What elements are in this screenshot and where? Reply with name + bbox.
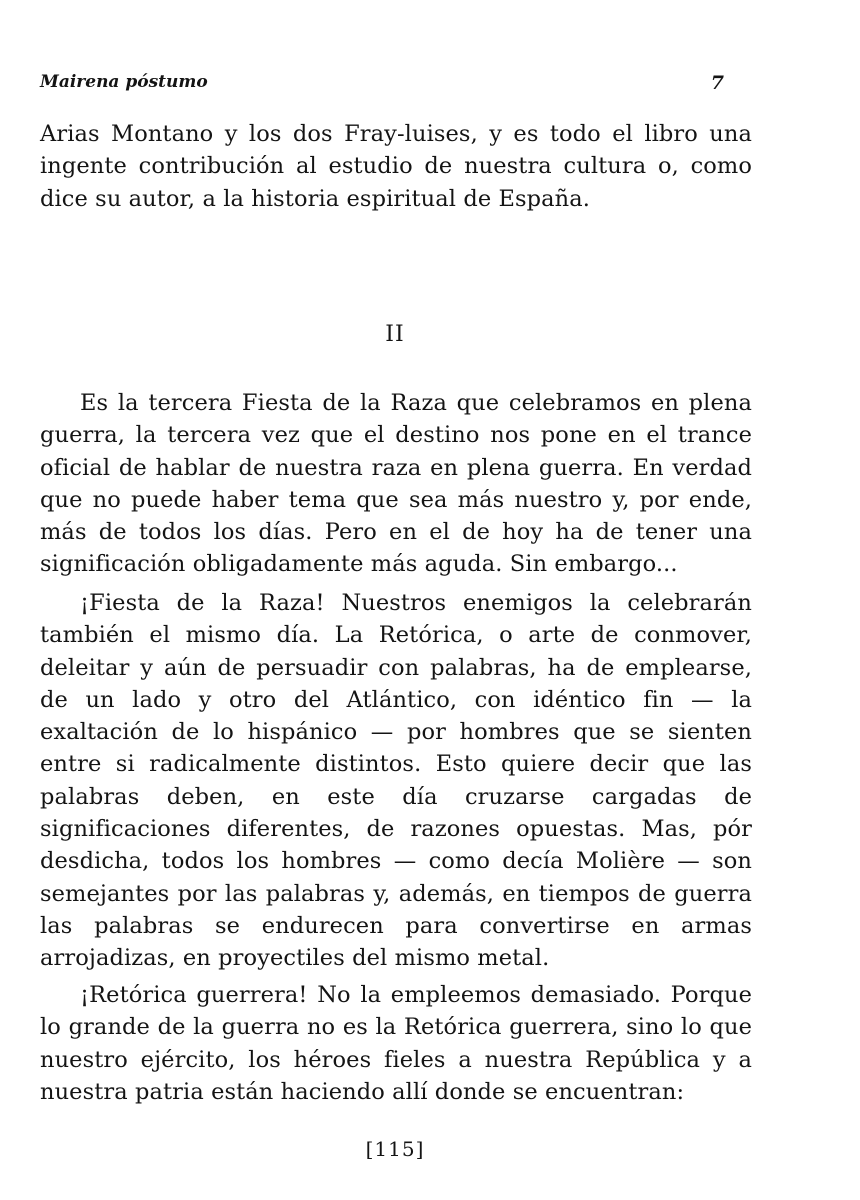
body-paragraph: ¡Retórica guerrera! No la empleemos demasiado. Porque lo grande de la guerra no es la Retórica guerrera, sino lo que nuestro ejército, los héroes fieles a nuestra República y a nuestra patria están haciendo allí donde se encuentran: (40, 982, 752, 1105)
body-paragraph: ¡Fiesta de la Raza! Nuestros enemigos la celebrarán también el mismo día. La Retórica, o arte de conmover, deleitar y aún de persuadir con palabras, ha de emplearse, de un lado y otro del Atlántico, con idéntico fin — la exaltación de lo hispánico — por hombres que se sienten entre si radicalmente distintos. Esto quiere decir que las palabras deben, en este día cruzarse cargadas de significaciones diferentes, de razones opuestas. Mas, pór desdicha, todos los hombres — como decía Molière — son semejantes por las palabras y, además, en tiempos de guerra las palabras se endurecen para convertirse en armas arrojadizas, en proyectiles del mismo metal. (40, 590, 752, 972)
intro-paragraph: Arias Montano y los dos Fray-luises, y es todo el libro una ingente contribución al estudio de nuestra cultura o, como dice su autor, a la historia espiritual de España. (40, 121, 752, 212)
folio-number: 7 (710, 72, 724, 94)
body-paragraph: Es la tercera Fiesta de la Raza que celebramos en plena guerra, la tercera vez que el destino nos pone en el trance oficial de hablar de nuestra raza en plena guerra. En verdad que no puede haber tema que sea más nuestro y, por ende, más de todos los días. Pero en el de hoy ha de tener una significación obligadamente más aguda. Sin embargo... (40, 390, 752, 578)
running-head (40, 72, 724, 102)
section-heading: II (385, 322, 405, 347)
page-number: [115] (365, 1137, 425, 1161)
running-title: Mairena póstumo (40, 72, 208, 92)
